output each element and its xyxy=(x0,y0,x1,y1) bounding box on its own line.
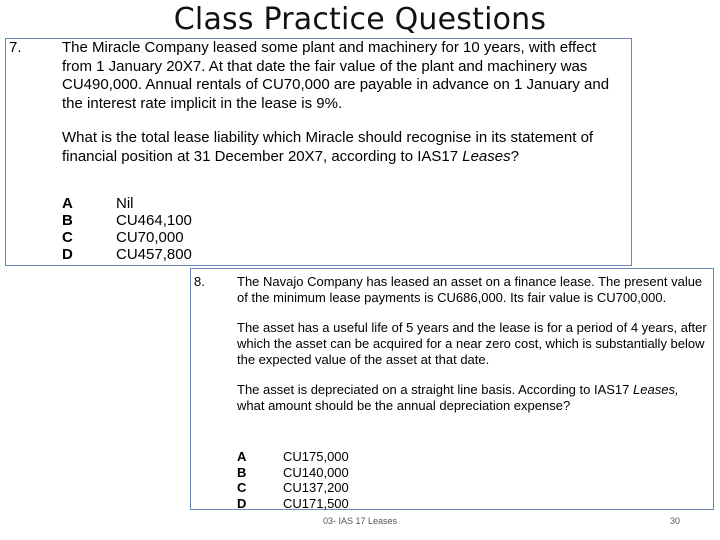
option-text: CU140,000 xyxy=(283,464,349,480)
option-text: CU464,100 xyxy=(116,212,192,229)
option-text: CU171,500 xyxy=(283,495,349,511)
question-paragraph xyxy=(237,382,709,414)
answer-option-d xyxy=(62,246,192,263)
question-text: what amount should be the annual depreciation expense? xyxy=(237,398,571,413)
question-paragraph: The Navajo Company has leased an asset on a finance lease. The present value of the minimum lease payments is CU686,000. Its fair value is CU700,000. xyxy=(237,274,703,305)
question-paragraph: The asset has a useful life of 5 years and the lease is for a period of 4 years, after which the asset can be acquired for a near zero cost, which is substantially below the expected value of the asset at that date. xyxy=(237,320,707,367)
question-text: The asset is depreciated on a straight line basis. According to IAS17 xyxy=(237,382,630,397)
question-text: What is the total lease liability which Miracle should recognise in its statement of financial position at 31 December 20X7, according to IAS17 xyxy=(62,129,594,165)
answer-option-a xyxy=(237,449,349,465)
question-7-box xyxy=(5,38,632,266)
option-letter: B xyxy=(237,464,247,480)
question-number: 7. xyxy=(9,39,22,56)
answer-options xyxy=(62,195,192,263)
option-letter: A xyxy=(62,195,73,212)
option-letter: A xyxy=(237,449,247,464)
answer-option-d xyxy=(237,496,349,512)
option-letter: C xyxy=(62,229,73,246)
option-text: CU457,800 xyxy=(116,246,192,263)
answer-option-b xyxy=(62,212,192,229)
question-number: 8. xyxy=(194,274,205,289)
option-letter: B xyxy=(62,212,73,229)
footer-text: 03- IAS 17 Leases xyxy=(322,516,398,526)
option-letter: D xyxy=(237,495,247,511)
question-paragraph xyxy=(62,129,628,166)
option-text: CU137,200 xyxy=(283,480,349,495)
answer-option-a xyxy=(62,195,192,212)
answer-options xyxy=(237,449,349,511)
option-letter: C xyxy=(237,480,247,495)
question-mark: ? xyxy=(510,147,519,165)
standard-name: Leases xyxy=(462,147,511,165)
standard-name: Leases, xyxy=(633,382,679,397)
option-text: Nil xyxy=(116,195,134,212)
option-letter: D xyxy=(62,246,73,263)
answer-option-c xyxy=(237,480,349,496)
question-paragraph: The Miracle Company leased some plant and machinery for 10 years, with effect from 1 January 20X7. At that date the fair value of the plant and machinery was CU490,000. Annual rentals of CU70,000 are payable in advance on 1 January and the interest rate implicit in the lease is 9%. xyxy=(62,39,610,112)
option-text: CU175,000 xyxy=(283,449,349,464)
slide-title: Class Practice Questions xyxy=(173,2,547,37)
question-stem xyxy=(237,274,709,414)
question-8-box xyxy=(190,268,714,510)
answer-option-c xyxy=(62,229,192,246)
page-number: 30 xyxy=(669,516,680,526)
question-stem xyxy=(62,39,628,166)
option-text: CU70,000 xyxy=(116,229,184,246)
answer-option-b xyxy=(237,465,349,481)
